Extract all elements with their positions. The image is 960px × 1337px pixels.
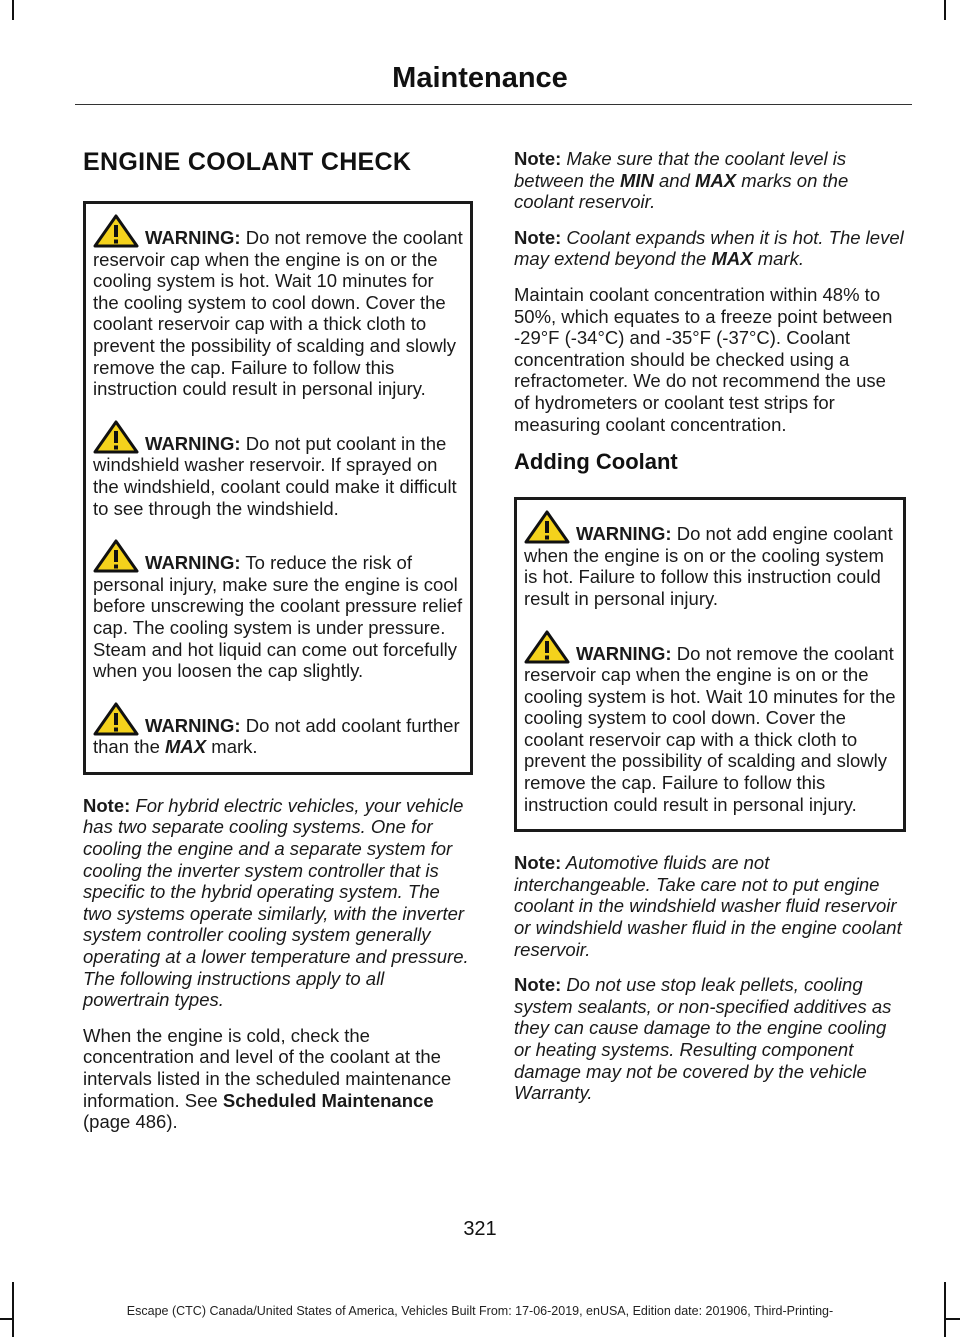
page-number: 321 bbox=[463, 1218, 497, 1240]
note-coolant-levels bbox=[514, 148, 906, 213]
warning-triangle-icon bbox=[524, 510, 570, 544]
warning-label: WARNING: bbox=[145, 552, 241, 574]
left-column bbox=[83, 148, 473, 1147]
right-column bbox=[514, 148, 906, 1118]
warning-item bbox=[524, 630, 896, 816]
note-stop-leak bbox=[514, 974, 906, 1104]
scheduled-maintenance-link[interactable]: Scheduled Maintenance bbox=[222, 1089, 434, 1111]
note-coolant-expands bbox=[514, 227, 906, 270]
warning-triangle-icon bbox=[93, 420, 139, 454]
warning-label: WARNING: bbox=[576, 642, 672, 664]
note-text: Do not use stop leak pellets, cooling system sealants, or non-specified additives as they can cause damage to the engine cooling or heating systems. Resulting component damage may not be covered by the vehicle Warranty. bbox=[514, 974, 892, 1104]
warning-item bbox=[93, 539, 463, 682]
page-footer: Escape (CTC) Canada/United States of America, Vehicles Built From: 17-06-2019, enUSA, Edition date: 201906, Third-Printing- bbox=[126, 1304, 834, 1318]
warning-label: WARNING: bbox=[145, 227, 241, 248]
max-mark-emphasis: MAX bbox=[165, 736, 207, 758]
paragraph-concentration: Maintain coolant concentration within 48% to 50%, which equates to a freeze point between -29°F (-34°C) and -35°F (-37°C). Coolant concentration should be checked using a refractometer. We do not recommend the use of hydrometers or coolant test strips for measuring coolant concentration. bbox=[514, 283, 893, 435]
warning-triangle-icon bbox=[524, 630, 570, 664]
note-label: Note: bbox=[514, 974, 562, 996]
warning-label: WARNING: bbox=[145, 714, 241, 736]
crop-mark-bottom-right-horizontal bbox=[946, 1318, 960, 1320]
crop-mark-bottom-left-horizontal bbox=[0, 1318, 12, 1320]
note-text: marks on the coolant reservoir. bbox=[514, 169, 849, 213]
note-text: For hybrid electric vehicles, your vehicle has two separate cooling systems. One for cooling the engine and a separate system for cooling the inverter system controller that is specific to the hybrid operating system. The two systems operate similarly, with the inverter system controller cooling system generally operating at a lower temperature and pressure. The following instructions apply to all powertrain types. bbox=[83, 794, 469, 1011]
subsection-title: Adding Coolant bbox=[514, 449, 678, 475]
warning-item bbox=[93, 214, 463, 400]
warning-text: Do not remove the coolant reservoir cap when the engine is on or the cooling system is hot. Wait 10 minutes for the cooling system to cool down. Cover the coolant reservoir cap with a thick cloth to prevent the possibility of scalding and slowly remove the cap. Failure to follow this instruction could result in personal injury. bbox=[93, 227, 463, 400]
note-fluids bbox=[514, 852, 906, 960]
note-label: Note: bbox=[514, 226, 562, 248]
note-hybrid bbox=[83, 795, 473, 1011]
paragraph-cold-check bbox=[83, 1025, 473, 1133]
crop-mark-top-right-vertical bbox=[944, 0, 946, 20]
warning-label: WARNING: bbox=[576, 523, 672, 545]
section-title: ENGINE COOLANT CHECK bbox=[83, 148, 412, 176]
paragraph-text: When the engine is cold, check the concentration and level of the coolant at the intervals listed in the scheduled maintenance information. See bbox=[83, 1024, 452, 1111]
warning-text: Do not add coolant further than the bbox=[93, 714, 460, 758]
warning-triangle-icon bbox=[93, 702, 139, 736]
crop-mark-top-left-vertical bbox=[12, 0, 14, 20]
warning-item bbox=[524, 510, 896, 609]
warning-box bbox=[83, 201, 473, 775]
warning-box bbox=[514, 497, 906, 832]
max-mark-emphasis: MAX bbox=[695, 169, 737, 191]
warning-text-end: mark. bbox=[211, 736, 258, 758]
note-text: Make sure that the coolant level is between the bbox=[514, 148, 847, 191]
warning-triangle-icon bbox=[93, 539, 139, 573]
warning-text: To reduce the risk of personal injury, make sure the engine is cool before unscrewing the coolant pressure relief cap. The cooling system is under pressure. Steam and hot liquid can come out forcefully when you loosen the cap slightly. bbox=[93, 552, 463, 682]
warning-text: Do not put coolant in the windshield washer reservoir. If sprayed on the windshield, coolant could make it difficult to see through the windshield. bbox=[93, 432, 457, 519]
note-label: Note: bbox=[514, 852, 562, 874]
note-text: Automotive fluids are not interchangeable. Take care not to put engine coolant in the windshield washer fluid reservoir or windshield washer fluid in the engine coolant reservoir. bbox=[514, 852, 902, 960]
warning-label: WARNING: bbox=[145, 432, 241, 454]
warning-item bbox=[93, 702, 463, 758]
warning-triangle-icon bbox=[93, 214, 139, 248]
warning-item bbox=[93, 420, 463, 519]
warning-text: Do not add engine coolant when the engine is on or the cooling system is hot. Failure to follow this instruction could result in personal injury. bbox=[524, 523, 893, 609]
min-mark-emphasis: MIN bbox=[619, 169, 654, 191]
note-label: Note: bbox=[514, 148, 562, 169]
note-text: mark. bbox=[757, 248, 804, 270]
max-mark-emphasis: MAX bbox=[711, 248, 753, 270]
page-header-title: Maintenance bbox=[392, 62, 568, 94]
note-label: Note: bbox=[83, 794, 131, 816]
note-text: and bbox=[659, 169, 690, 191]
header-divider bbox=[75, 104, 912, 105]
page-reference: (page 486). bbox=[83, 1111, 178, 1133]
note-text: Coolant expands when it is hot. The level may extend beyond the bbox=[514, 226, 904, 270]
warning-text: Do not remove the coolant reservoir cap when the engine is on or the cooling system is hot. Wait 10 minutes for the cooling system to cool down. Cover the coolant reservoir cap with a thick cloth to prevent the possibility of scalding and slowly remove the cap. Failure to follow this instruction could result in personal injury. bbox=[524, 642, 896, 815]
